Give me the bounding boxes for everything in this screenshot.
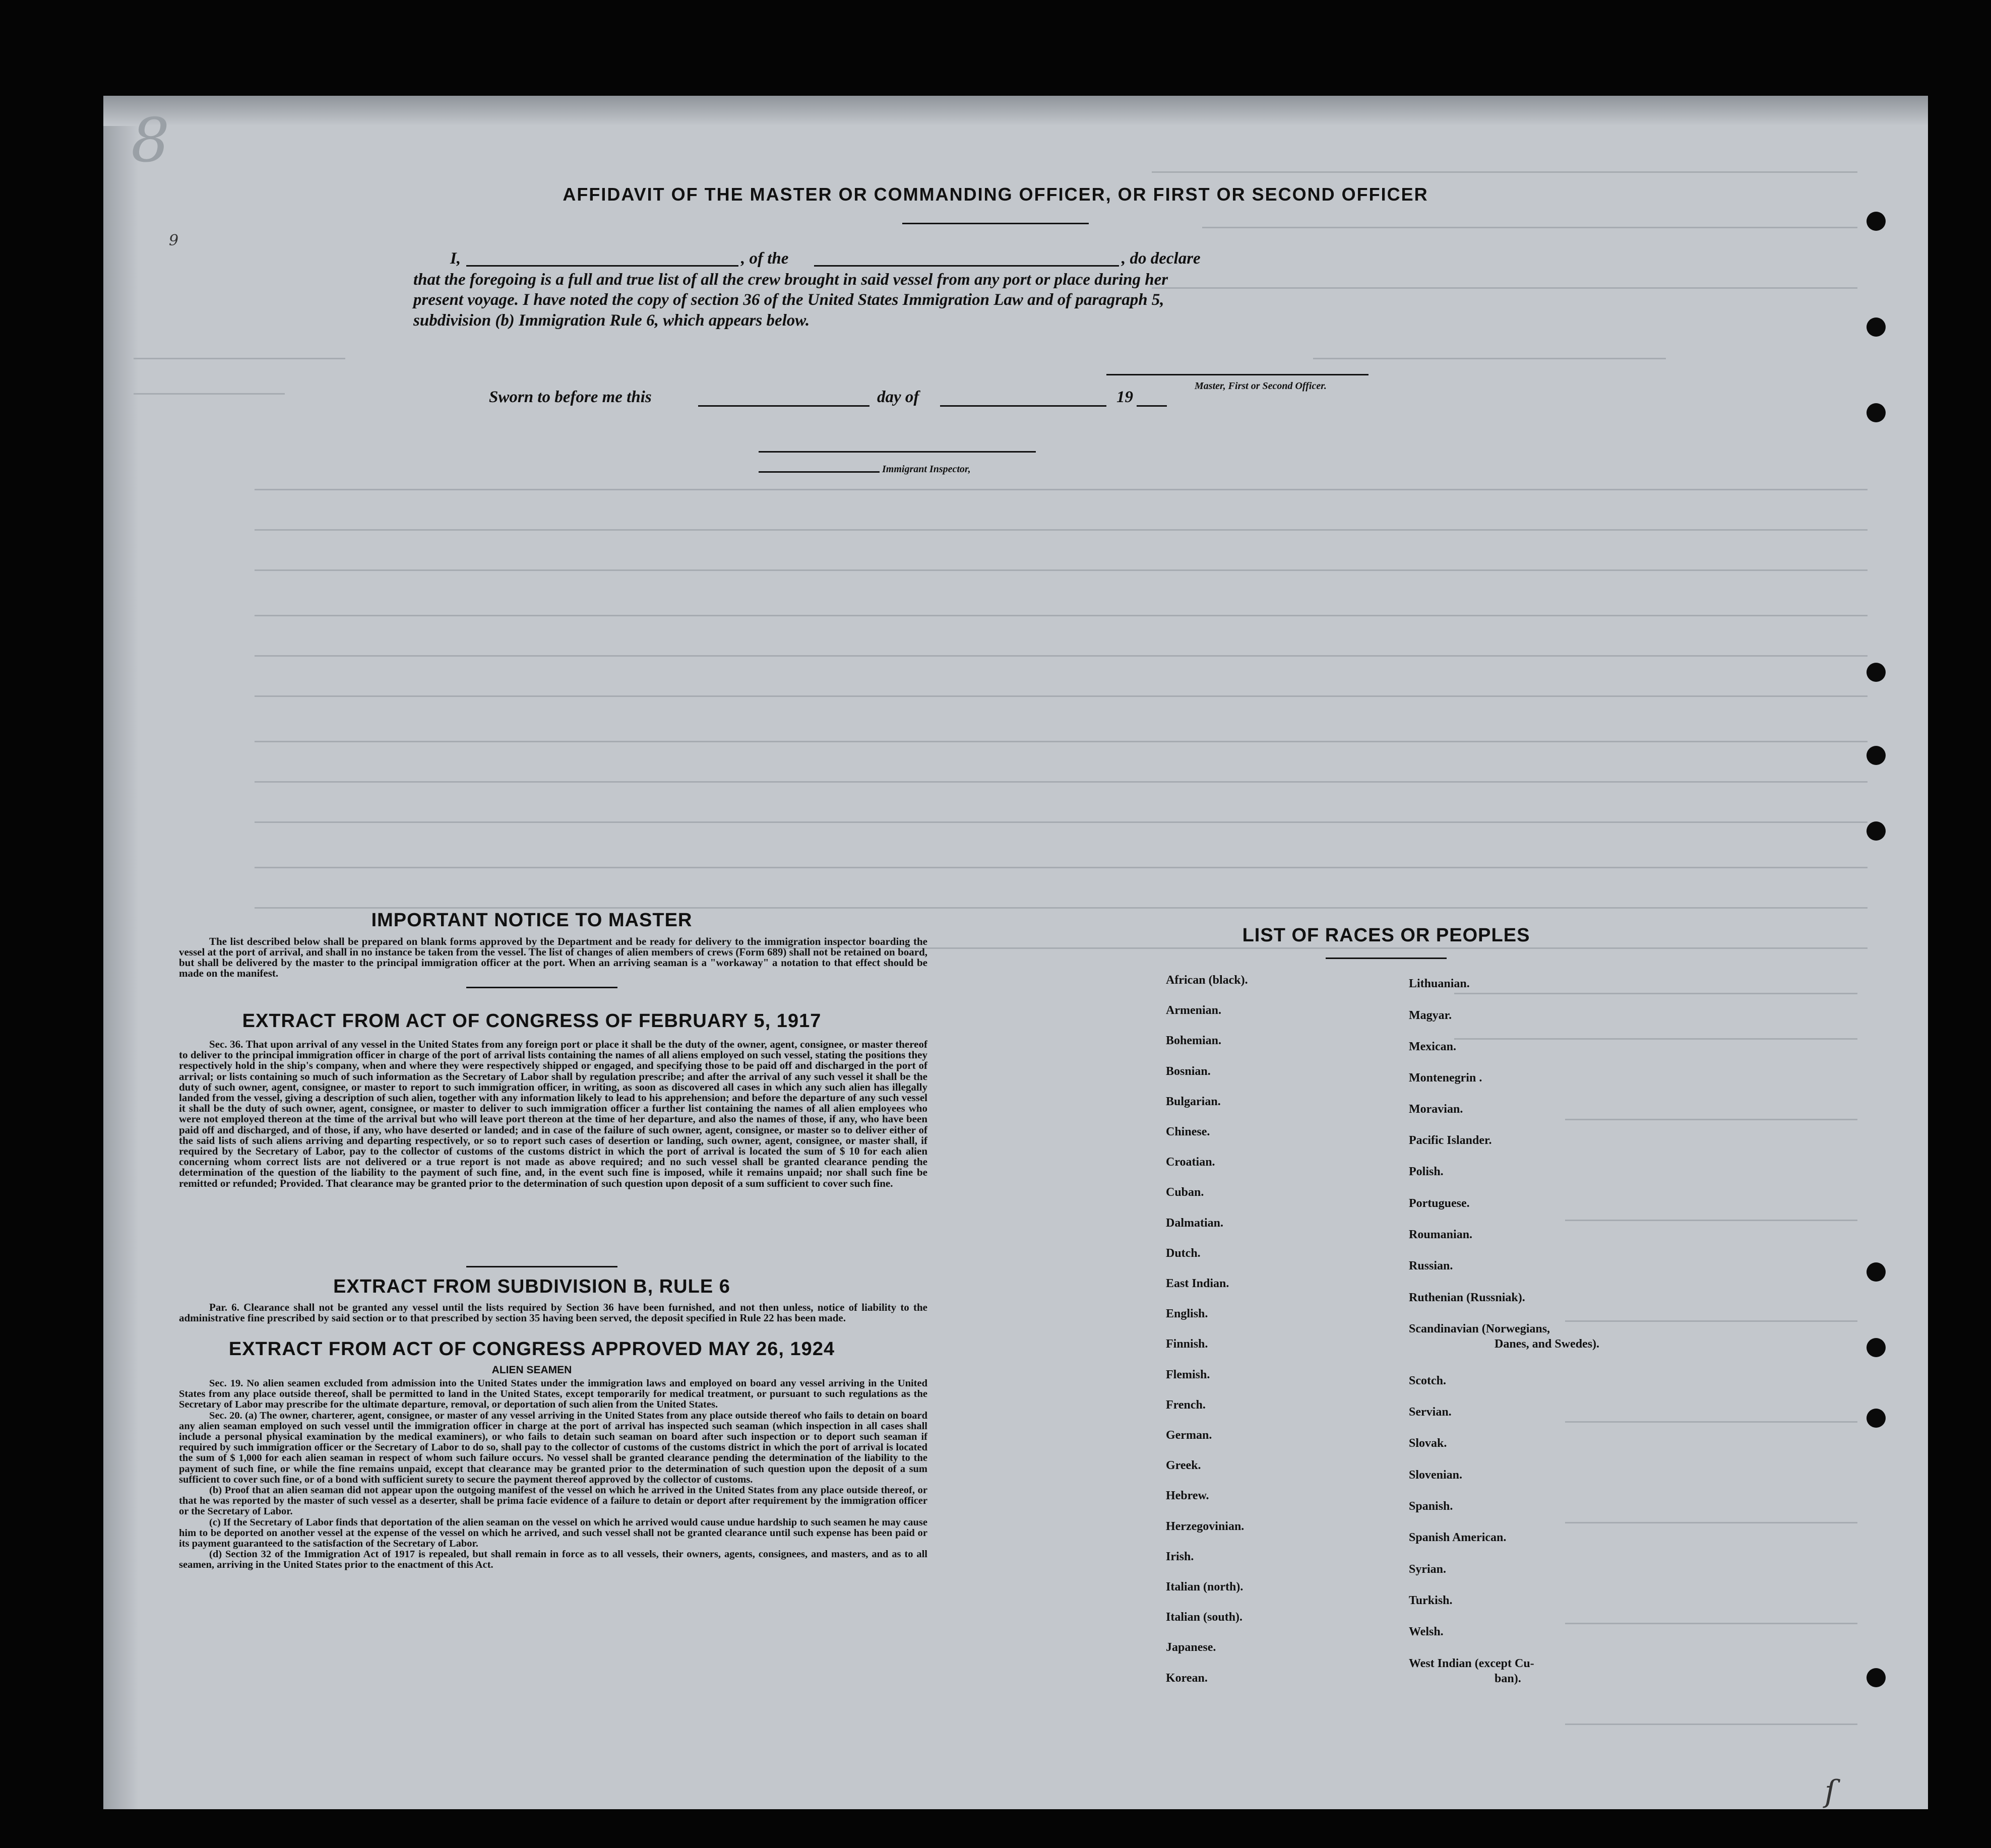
race-item: Montenegrin .: [1409, 1071, 1482, 1085]
inspector-label: Immigrant Inspector,: [882, 464, 971, 475]
of-the-label: , of the: [741, 249, 789, 268]
race-item: Dalmatian.: [1166, 1216, 1223, 1230]
officer-signature-label: Master, First or Second Officer.: [1195, 380, 1327, 392]
race-item: Chinese.: [1166, 1125, 1210, 1138]
race-item: Spanish American.: [1409, 1531, 1507, 1544]
notice-paragraph: The list described below shall be prepared on blank forms approved by the Department and be ready for delivery to the immigration inspector boarding the vessel at the port of arrival, and shall in no instance be taken from the vessel. The list of changes of alien members of crews (Form 689) shall not be retained on board, but shall be delivered by the master to the principal immigration officer at the port. When an arriving seaman is a "workaway" a notation to that effect should be made on the manifest.: [179, 935, 927, 979]
race-item: Servian.: [1409, 1406, 1452, 1419]
affidavit-title: AFFIDAVIT OF THE MASTER OR COMMANDING OFFICER, OR FIRST OR SECOND OFFICER: [563, 184, 1428, 205]
race-item: Korean.: [1166, 1671, 1208, 1685]
sec20d-paragraph: (d) Section 32 of the Immigration Act of 1917 is repealed, but shall remain in force as to all vessels, their owners, agents, consignees, and masters, and as to all seamen, arriving in the United States prior to the enactment of this Act.: [179, 1549, 927, 1571]
year-prefix-label: 19: [1116, 388, 1133, 406]
race-item: French.: [1166, 1398, 1206, 1412]
race-item: Scandinavian (Norwegians,: [1409, 1322, 1550, 1335]
race-item: Herzegovinian.: [1166, 1519, 1245, 1533]
sec20c-paragraph: (c) If the Secretary of Labor finds that deportation of the alien seaman on the vessel on which he arrived would cause undue hardship to such seamen he may cause him to be deported on another vessel at the expense of the vessel on which he arrived, and such vessel shall not be granted clearance until such expense has been paid or its payment guaranteed to the satisfaction of the Secretary of Labor.: [179, 1516, 927, 1550]
corner-signature-mark: ſ: [1825, 1774, 1836, 1809]
day-of-label: day of: [877, 388, 919, 406]
notice-divider: [466, 987, 617, 988]
sworn-label: Sworn to before me this: [489, 388, 652, 406]
document-page: [103, 96, 1928, 1809]
sworn-year-field[interactable]: [1137, 405, 1167, 407]
extract-1917-text: [179, 1039, 927, 1189]
extract-1917-divider: [466, 1266, 617, 1267]
extract-1924-title: EXTRACT FROM ACT OF CONGRESS APPROVED MAY 26, 1924: [228, 1339, 835, 1360]
sec19-paragraph: Sec. 19. No alien seamen excluded from admission into the United States under the immigration laws and employed on board any vessel arriving in the United States from any place outside thereof, shall be permitted to land in the United States, except temporarily for medical treatment, or pursuant to such regulations as the Secretary of Labor may prescribe for the ultimate departure, removal, or deportation of such alien from the United States.: [179, 1378, 927, 1411]
extract-1917-title: EXTRACT FROM ACT OF CONGRESS OF FEBRUARY 5, 1917: [242, 1010, 822, 1032]
officer-signature-field[interactable]: [1106, 374, 1368, 375]
race-item: ban).: [1495, 1672, 1521, 1685]
title-underline: [902, 223, 1089, 224]
race-item: Welsh.: [1409, 1625, 1444, 1638]
race-item: Cuban.: [1166, 1186, 1204, 1199]
race-item: Greek.: [1166, 1459, 1201, 1473]
race-item: Magyar.: [1409, 1009, 1452, 1022]
alien-seamen-subtitle: ALIEN SEAMEN: [491, 1364, 572, 1376]
race-item: Slovenian.: [1409, 1469, 1463, 1482]
races-title-underline: [1326, 958, 1447, 959]
race-item: Syrian.: [1409, 1563, 1447, 1576]
race-item: Turkish.: [1409, 1594, 1453, 1607]
race-item: Slovak.: [1409, 1437, 1447, 1450]
races-title: LIST OF RACES OR PEOPLES: [1242, 925, 1530, 946]
race-item: Flemish.: [1166, 1368, 1210, 1381]
race-item: Italian (south).: [1166, 1611, 1243, 1624]
rule6-paragraph: Par. 6. Clearance shall not be granted any vessel until the lists required by Section 36 have been furnished, and not then unless, notice of liability to the administrative fine prescribed by said section or to that prescribed by section 35 having been served, the deposit specified in Rule 22 has been made.: [179, 1301, 927, 1324]
affidavit-line-3: present voyage. I have noted the copy of section 36 of the United States Immigration Law and of paragraph 5,: [413, 291, 1164, 309]
sworn-month-field[interactable]: [940, 405, 1106, 407]
race-item: Bohemian.: [1166, 1034, 1222, 1048]
punch-hole: [1866, 746, 1886, 765]
notice-title: IMPORTANT NOTICE TO MASTER: [371, 910, 693, 931]
punch-hole: [1866, 1262, 1886, 1282]
inspector-signature-field-2[interactable]: [759, 471, 880, 473]
race-item: Ruthenian (Russniak).: [1409, 1291, 1525, 1304]
race-item: German.: [1166, 1429, 1212, 1442]
handwritten-mark: 9: [169, 232, 179, 249]
race-item: Moravian.: [1409, 1103, 1463, 1116]
race-item: Hebrew.: [1166, 1489, 1209, 1503]
race-item: Roumanian.: [1409, 1228, 1473, 1241]
race-item: East Indian.: [1166, 1277, 1229, 1290]
inspector-signature-field[interactable]: [759, 451, 1036, 453]
race-item: Italian (north).: [1166, 1580, 1243, 1594]
notice-text: [179, 936, 927, 979]
sworn-day-field[interactable]: [698, 405, 869, 407]
race-item: English.: [1166, 1307, 1208, 1321]
sec36-paragraph: Sec. 36. That upon arrival of any vessel in the United States from any foreign port or place it shall be the duty of the owner, agent, consignee, or master thereof to deliver to the principal immigration officer in charge of the port of arrival lists containing the names of all aliens employed on such vessel, stating the positions they respectively hold in the ship's company, when and where they were respectively shipped or engaged, and specifying those to be paid off and discharged in the port of arrival; or lists containing so much of such information as the Secretary of Labor shall by regulation prescribe; and after the arrival of any such vessel it shall be the duty of such owner, agent, consignee, or master to report to such immigration officer, in writing, as soon as discovered all cases in which any such alien has illegally landed from the vessel, giving a description of such alien, together with any information likely to lead to his apprehension; and before the departure of any such vessel it shall be the duty of such owner, agent, consignee, or master to deliver to such immigration officer a further list containing the names of all alien employees who were not employed thereon at the time of the arrival but who will leave port thereon at the time of her departure, and also the names of those, if any, who have been paid off and discharged, and of those, if any, who have deserted or landed; and in case of the failure of such owner, agent, consignee, or master so to deliver either of the said lists of such aliens arriving and departing respectively, or so to report such cases of desertion or landing, such owner, agent, consignee, or master shall, if required by the Secretary of Labor, pay to the collector of customs of the customs district in which the port of arrival is located the sum of $ 10 for each alien concerning whom correct lists are not delivered or a true report is not made as above required; and no such vessel shall be granted clearance pending the determination of the question of the liability to the payment of such fine, and, in the event such fine is imposed, while it remains unpaid; nor shall such fine be remitted or refunded; Provided. That clearance may be granted prior to the determination of such question upon deposit of a sum sufficient to cover such fine.: [179, 1038, 927, 1189]
page-edge-shadow: [103, 96, 139, 1809]
race-item: Danes, and Swedes).: [1495, 1337, 1600, 1351]
punch-hole: [1866, 317, 1886, 337]
race-item: West Indian (except Cu-: [1409, 1657, 1534, 1670]
punch-hole: [1866, 821, 1886, 841]
race-item: Russian.: [1409, 1259, 1453, 1272]
race-item: Armenian.: [1166, 1004, 1221, 1017]
punch-hole: [1866, 212, 1886, 231]
affidavit-line-2: that the foregoing is a full and true list of all the crew brought in said vessel from any port or place during her: [413, 271, 1168, 289]
race-item: Finnish.: [1166, 1337, 1208, 1351]
punch-hole: [1866, 1338, 1886, 1357]
race-item: Mexican.: [1409, 1040, 1456, 1053]
race-item: Bosnian.: [1166, 1064, 1211, 1078]
extract-1924-text: [179, 1378, 927, 1571]
punch-hole: [1866, 403, 1886, 422]
race-item: Lithuanian.: [1409, 977, 1470, 990]
race-item: Dutch.: [1166, 1246, 1201, 1260]
race-item: Portuguese.: [1409, 1197, 1470, 1210]
race-item: Scotch.: [1409, 1374, 1446, 1387]
sec20-paragraph: Sec. 20. (a) The owner, charterer, agent, consignee, or master of any vessel arriving in the United States from any place outside thereof who fails to detain on board any alien seaman employed on such vessel until the immigration officer in charge at the port of arrival has inspected such seaman (which inspection in all cases shall include a personal physical examination by the medical examiners), or who fails to detain such seaman on board after such inspection or to deport such seaman if required by such immigration officer or the Secretary of Labor to do so, shall pay to the collector of customs of the customs district in which the port of arrival is located the sum of $ 1,000 for each alien seaman in respect of whom such failure occurs. No vessel shall be granted clearance pending the determination of the liability to the payment of such fine, or while the fine remains unpaid, except that clearance may be granted prior to the determination of such question upon the deposit of a sum sufficient to cover such fine, or of a bond with sufficient surety to secure the payment thereof approved by the collector of customs.: [179, 1410, 927, 1485]
declare-label: , do declare: [1122, 249, 1201, 268]
page-top-shadow: [103, 96, 1928, 126]
rule6-text: [179, 1302, 927, 1323]
page-number-mark: 8: [131, 106, 170, 176]
punch-hole: [1866, 1668, 1886, 1687]
affiant-label: I,: [450, 249, 461, 268]
race-item: Irish.: [1166, 1550, 1194, 1563]
race-item: African (black).: [1166, 974, 1248, 987]
race-item: Pacific Islander.: [1409, 1134, 1492, 1147]
race-item: Polish.: [1409, 1165, 1444, 1178]
race-item: Bulgarian.: [1166, 1095, 1221, 1108]
affidavit-line-4: subdivision (b) Immigration Rule 6, which appears below.: [413, 311, 810, 330]
race-item: Spanish.: [1409, 1500, 1453, 1513]
rule6-title: EXTRACT FROM SUBDIVISION B, RULE 6: [333, 1276, 730, 1297]
affiant-name-field[interactable]: [466, 265, 738, 267]
race-item: Croatian.: [1166, 1156, 1215, 1169]
vessel-name-field[interactable]: [814, 265, 1119, 267]
sec20b-paragraph: (b) Proof that an alien seaman did not appear upon the outgoing manifest of the vessel on which he arrived in the United States from any place outside thereof, or that he was reported by the master of such vessel as a deserter, shall be prima facie evidence of a failure to detain or deport after requirement by the immigration officer or the Secretary of Labor.: [179, 1485, 927, 1517]
race-item: Japanese.: [1166, 1641, 1216, 1654]
punch-hole: [1866, 1409, 1886, 1428]
punch-hole: [1866, 663, 1886, 682]
